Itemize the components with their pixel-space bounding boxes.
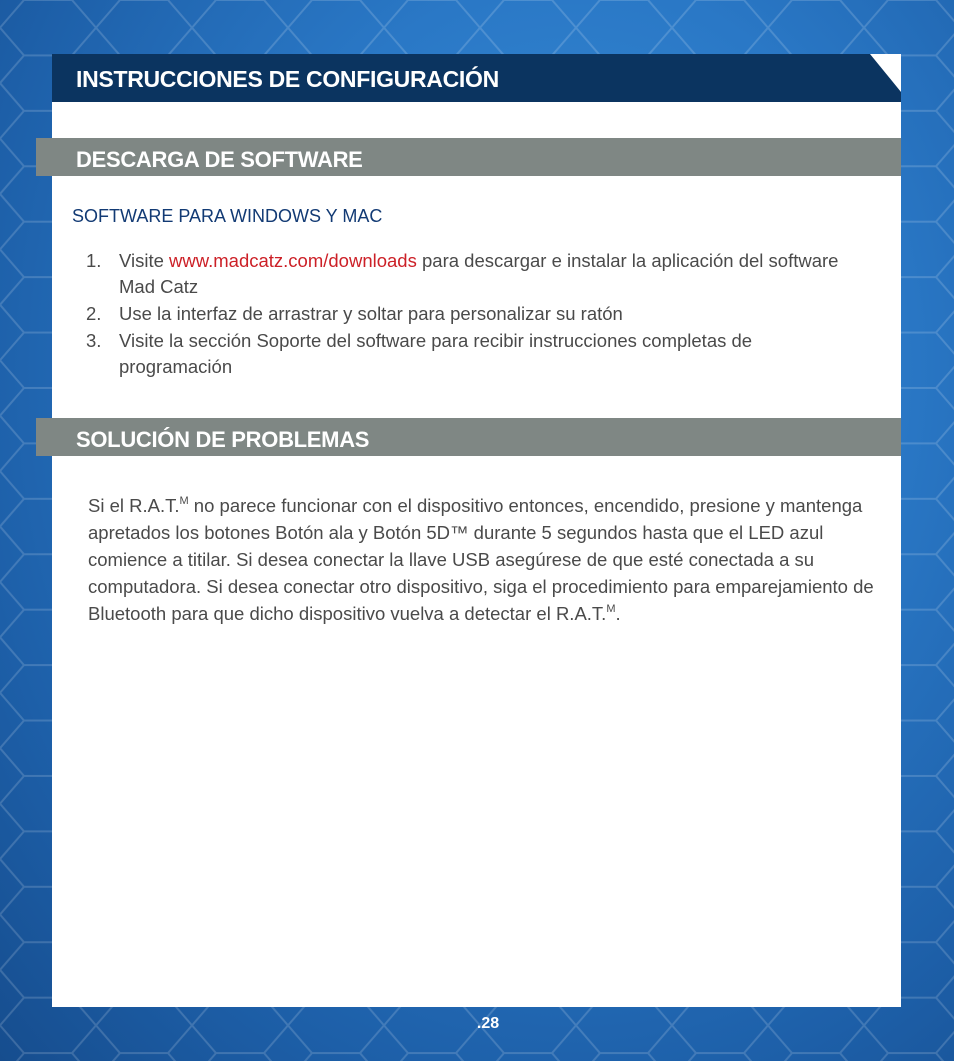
download-steps-list [86,248,866,381]
page-number: .28 [476,1015,500,1032]
step-text: Visite [119,250,170,271]
software-subheading: SOFTWARE PARA WINDOWS Y MAC [72,206,383,226]
list-item [86,248,866,300]
troubleshooting-paragraph [88,492,878,627]
section-title-troubleshooting: SOLUCIÓN DE PROBLEMAS [76,427,370,452]
section-bar-download [36,138,901,176]
list-item [86,328,866,380]
page-title: INSTRUCCIONES DE CONFIGURACIÓN [76,66,499,92]
step-number: 3. [86,330,102,351]
step-text: Visite la sección Soporte del software para recibir instrucciones completas de programación [119,330,753,377]
paragraph-text: . [615,603,621,624]
title-bar [52,54,901,102]
step-number: 1. [86,250,102,271]
paragraph-text: Si el R.A.T. [88,495,180,516]
list-item [86,301,866,327]
trademark-superscript: M [179,495,189,507]
step-text: Use la interfaz de arrastrar y soltar para personalizar su ratón [119,303,623,324]
downloads-link[interactable]: www.madcatz.com/downloads [169,250,417,271]
trademark-superscript: M [606,603,616,615]
section-bar-troubleshooting [36,418,901,456]
section-title-download: DESCARGA DE SOFTWARE [76,147,363,172]
step-number: 2. [86,303,102,324]
step-text: para descargar e instalar la aplicación del software Mad Catz [119,250,839,297]
paragraph-text: no parece funcionar con el dispositivo entonces, encendido, presione y mantenga apretados los botones Botón ala y Botón 5D™ durante 5 segundos hasta que el LED azul comience a titilar. Si desea conectar la llave USB asegúrese de que esté conectada a su computadora. Si desea conectar otro dispositivo, siga el procedimiento para emparejamiento de Bluetooth para que dicho dispositivo vuelva a detectar el R.A.T. [88,495,874,624]
